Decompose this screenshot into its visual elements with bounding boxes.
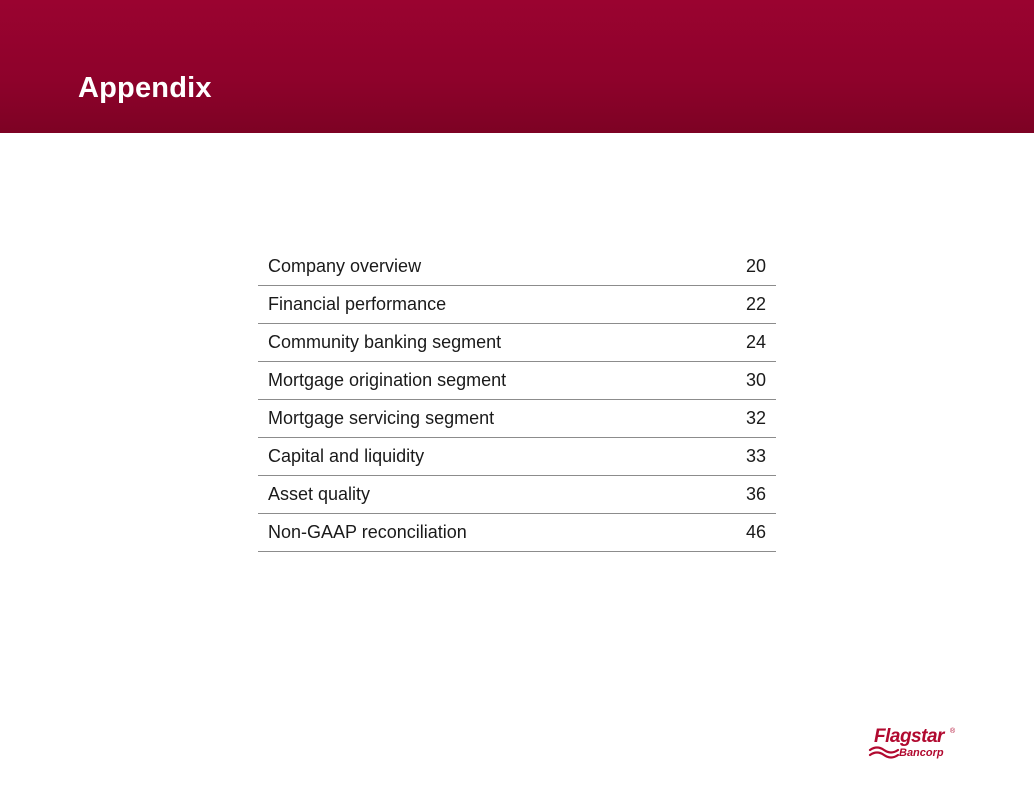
toc-item-page: 32 — [745, 408, 766, 428]
toc-row — [258, 286, 776, 324]
logo-wordmark: Flagstar — [874, 726, 944, 747]
toc-row — [258, 324, 776, 362]
toc-item-label: Non-GAAP reconciliation — [268, 522, 467, 542]
toc-item-label: Financial performance — [268, 294, 447, 314]
toc-item-label: Community banking segment — [268, 332, 502, 352]
appendix-table-of-contents — [258, 248, 776, 552]
page-title: Appendix — [78, 72, 212, 104]
toc-item-page: 24 — [745, 332, 766, 352]
logo-subtitle: Bancorp — [899, 747, 944, 759]
toc-item-label: Mortgage servicing segment — [268, 408, 495, 428]
flagstar-bancorp-logo — [868, 726, 964, 766]
toc-row — [258, 400, 776, 438]
toc-row — [258, 514, 776, 552]
toc-row — [258, 476, 776, 514]
registered-mark: ® — [950, 728, 956, 735]
toc-item-page: 30 — [745, 370, 766, 390]
toc-item-label: Mortgage origination segment — [268, 370, 507, 390]
toc-item-label: Capital and liquidity — [268, 446, 425, 466]
toc-item-page: 33 — [745, 446, 766, 466]
toc-item-label: Asset quality — [268, 484, 371, 504]
toc-row — [258, 362, 776, 400]
toc-item-page: 22 — [745, 294, 766, 314]
toc-item-page: 46 — [745, 522, 766, 542]
header-banner — [0, 0, 1034, 133]
toc-item-label: Company overview — [268, 256, 422, 276]
toc-item-page: 20 — [745, 256, 766, 276]
toc-item-page: 36 — [745, 484, 766, 504]
toc-row — [258, 438, 776, 476]
flag-swoosh-icon — [868, 744, 900, 760]
toc-row — [258, 248, 776, 286]
